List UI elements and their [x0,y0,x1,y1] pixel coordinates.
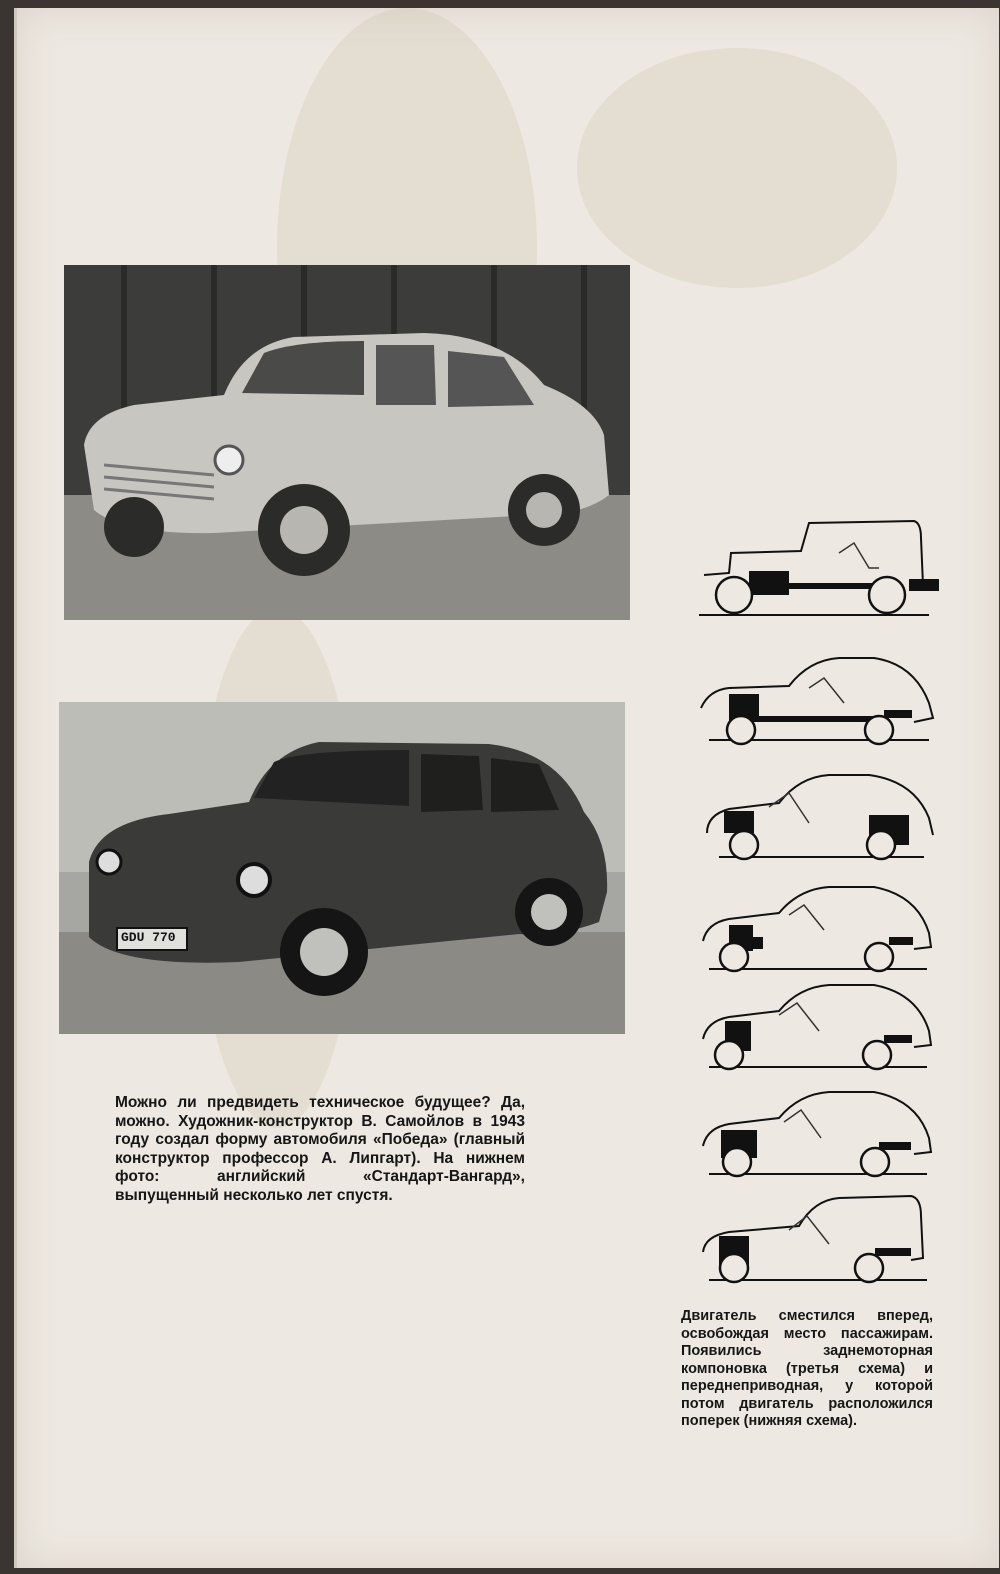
layout-diagram-3 [689,763,949,873]
book-page [14,8,999,1568]
caption-right-text: Двигатель сместился вперед, освобождая место пассажирам. Появились заднемоторная компоновка (третья схема) и переднеприводная, у которой потом двигатель расположился поперек (нижняя схема). [681,1308,933,1429]
layout-diagram-7 [689,1186,949,1296]
caption-right [681,1308,933,1431]
license-plate-text: GDU 770 [121,930,176,945]
pobeda-photo [64,265,630,620]
vanguard-photo [59,702,625,1034]
layout-diagram-6 [689,1080,949,1190]
layout-diagram-2 [689,648,949,758]
layout-diagram-1 [689,513,949,623]
caption-left-text: Можно ли предвидеть техническое будущее? Да, можно. Художник-конструктор В. Самойлов в 1943 году создал форму автомобиля «Победа» (главный конструктор профессор А. Липгарт). На нижнем фото: английский «Стандарт-Вангард», выпущенный несколько лет спустя. [115,1094,525,1204]
layout-diagram-4 [689,875,949,985]
layout-diagram-5 [689,973,949,1083]
caption-left [115,1094,525,1205]
